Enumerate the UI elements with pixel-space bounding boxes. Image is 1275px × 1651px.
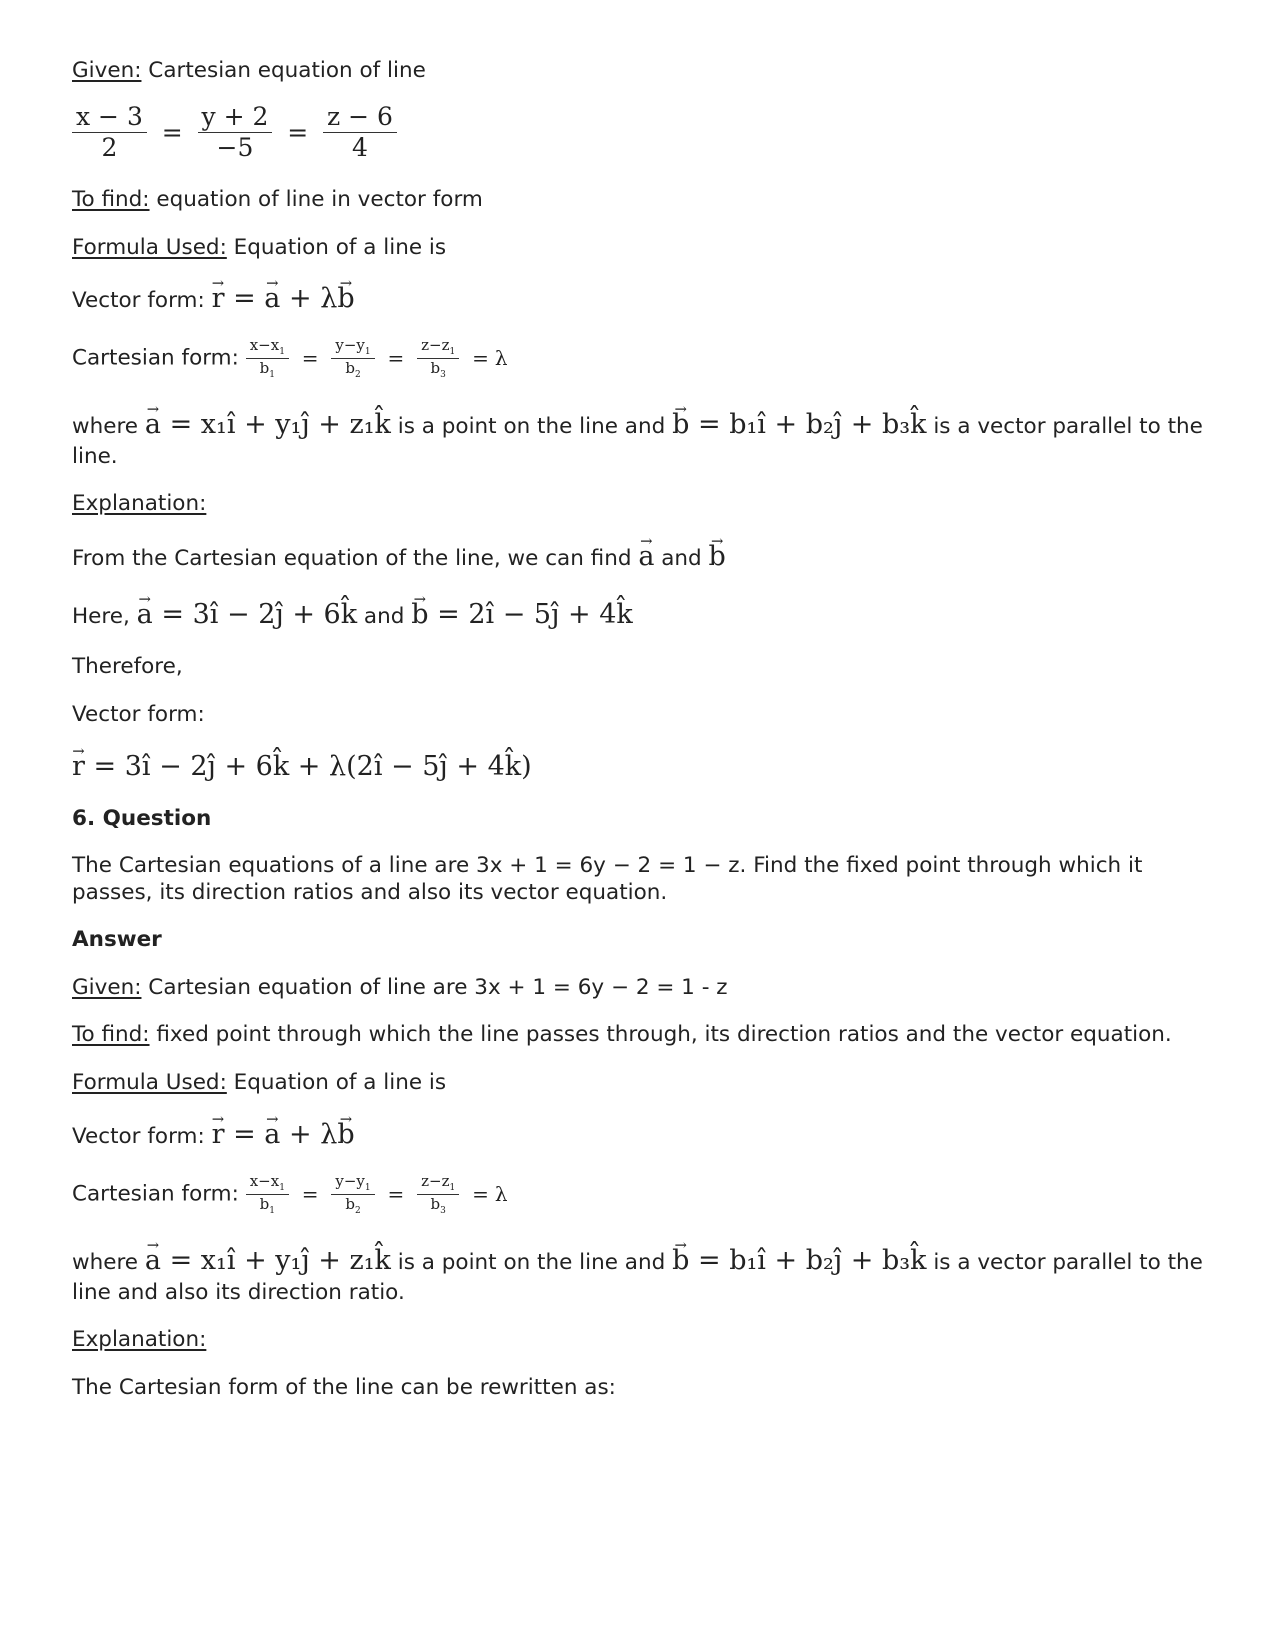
fraction-y-y1: $\frac{y-y_1}{b_2}$ (331, 336, 374, 381)
where-line-q6: where a → = x₁î + y₁ĵ + z₁k̂ is a point on the line and b → = b₁î + b₂ĵ + b₃k̂ is a vector parallel to the (72, 1244, 1203, 1278)
final-vector-equation: r → = 3î − 2ĵ + 6k̂ + λ(2î − 5ĵ + 4k̂) (72, 750, 532, 784)
cartesian-form-line-q6: Cartesian form: $\frac{x-x_1}{b_1}$ = $\frac{y-y_1}{b_2}$ = $\frac{z-z_1}{b_3}$ = λ (72, 1172, 508, 1216)
question-text-1: The Cartesian equations of a line are 3x + 1 = 6y − 2 = 1 − z. Find the fixed point through which it (72, 853, 1143, 878)
given-line (72, 58, 426, 85)
fraction-z-z1: $\frac{z-z_1}{b_3}$ (417, 336, 459, 381)
therefore-line: Therefore, (72, 654, 183, 679)
tofind-line (72, 187, 483, 214)
fraction-x: $\frac{x - 3}{2}$ (72, 102, 147, 163)
vector-formula: r → = a → + λb → (212, 283, 355, 314)
where-line-2: line. (72, 444, 118, 469)
cartesian-form-line: Cartesian form: $\frac{x-x_1}{b_1}$ = $\frac{y-y_1}{b_2}$ = $\frac{z-z_1}{b_3}$ = λ (72, 336, 508, 380)
given-text: Cartesian equation of line (141, 58, 426, 83)
given-label: Given: (72, 58, 142, 83)
from-line: From the Cartesian equation of the line, we can find a → and b → (72, 540, 726, 574)
vector-form-line: Vector form: r → = a → + λb → (72, 282, 355, 316)
fraction-y: $\frac{y + 2}{-5}$ (198, 102, 273, 163)
rewrite-line: The Cartesian form of the line can be rewritten as: (72, 1375, 616, 1400)
tofind-text: equation of line in vector form (149, 187, 483, 212)
formula-label: Formula Used: (72, 235, 227, 260)
cartesian-equation-given: $\frac{x - 3}{2}$ = $\frac{y + 2}{-5}$ = $\frac{z - 6}{4}$ (72, 102, 397, 163)
tofind-line-q6: To find: fixed point through which the line passes through, its direction ratios and the vector equation. (72, 1022, 1172, 1047)
fraction-x-x1: $\frac{x-x_1}{b_1}$ (246, 336, 289, 381)
explanation-label: Explanation: (72, 491, 207, 516)
tofind-label: To find: (72, 187, 150, 212)
formula-text: Equation of a line is (226, 235, 447, 260)
here-line: Here, a → = 3î − 2ĵ + 6k̂ and b → = 2î − 5ĵ + 4k̂ (72, 598, 633, 632)
vector-form-line-q6: Vector form: r → = a → + λb → (72, 1118, 355, 1152)
question-text-2: passes, its direction ratios and also its vector equation. (72, 880, 668, 905)
vector-form-label-2: Vector form: (72, 702, 205, 727)
where-line: where a → = x₁î + y₁ĵ + z₁k̂ is a point on the line and b → = b₁î + b₂ĵ + b₃k̂ is a vector parallel to the (72, 408, 1203, 442)
given-line-q6: Given: Cartesian equation of line are 3x + 1 = 6y − 2 = 1 - z (72, 975, 728, 1000)
formula-line-q6: Formula Used: Equation of a line is (72, 1070, 447, 1095)
answer-label: Answer (72, 927, 162, 952)
where-line-2-q6: line and also its direction ratio. (72, 1280, 405, 1305)
explanation-label-q6: Explanation: (72, 1327, 207, 1352)
question-title: 6. Question (72, 806, 212, 831)
formula-line (72, 235, 446, 262)
fraction-z: $\frac{z - 6}{4}$ (323, 102, 397, 163)
